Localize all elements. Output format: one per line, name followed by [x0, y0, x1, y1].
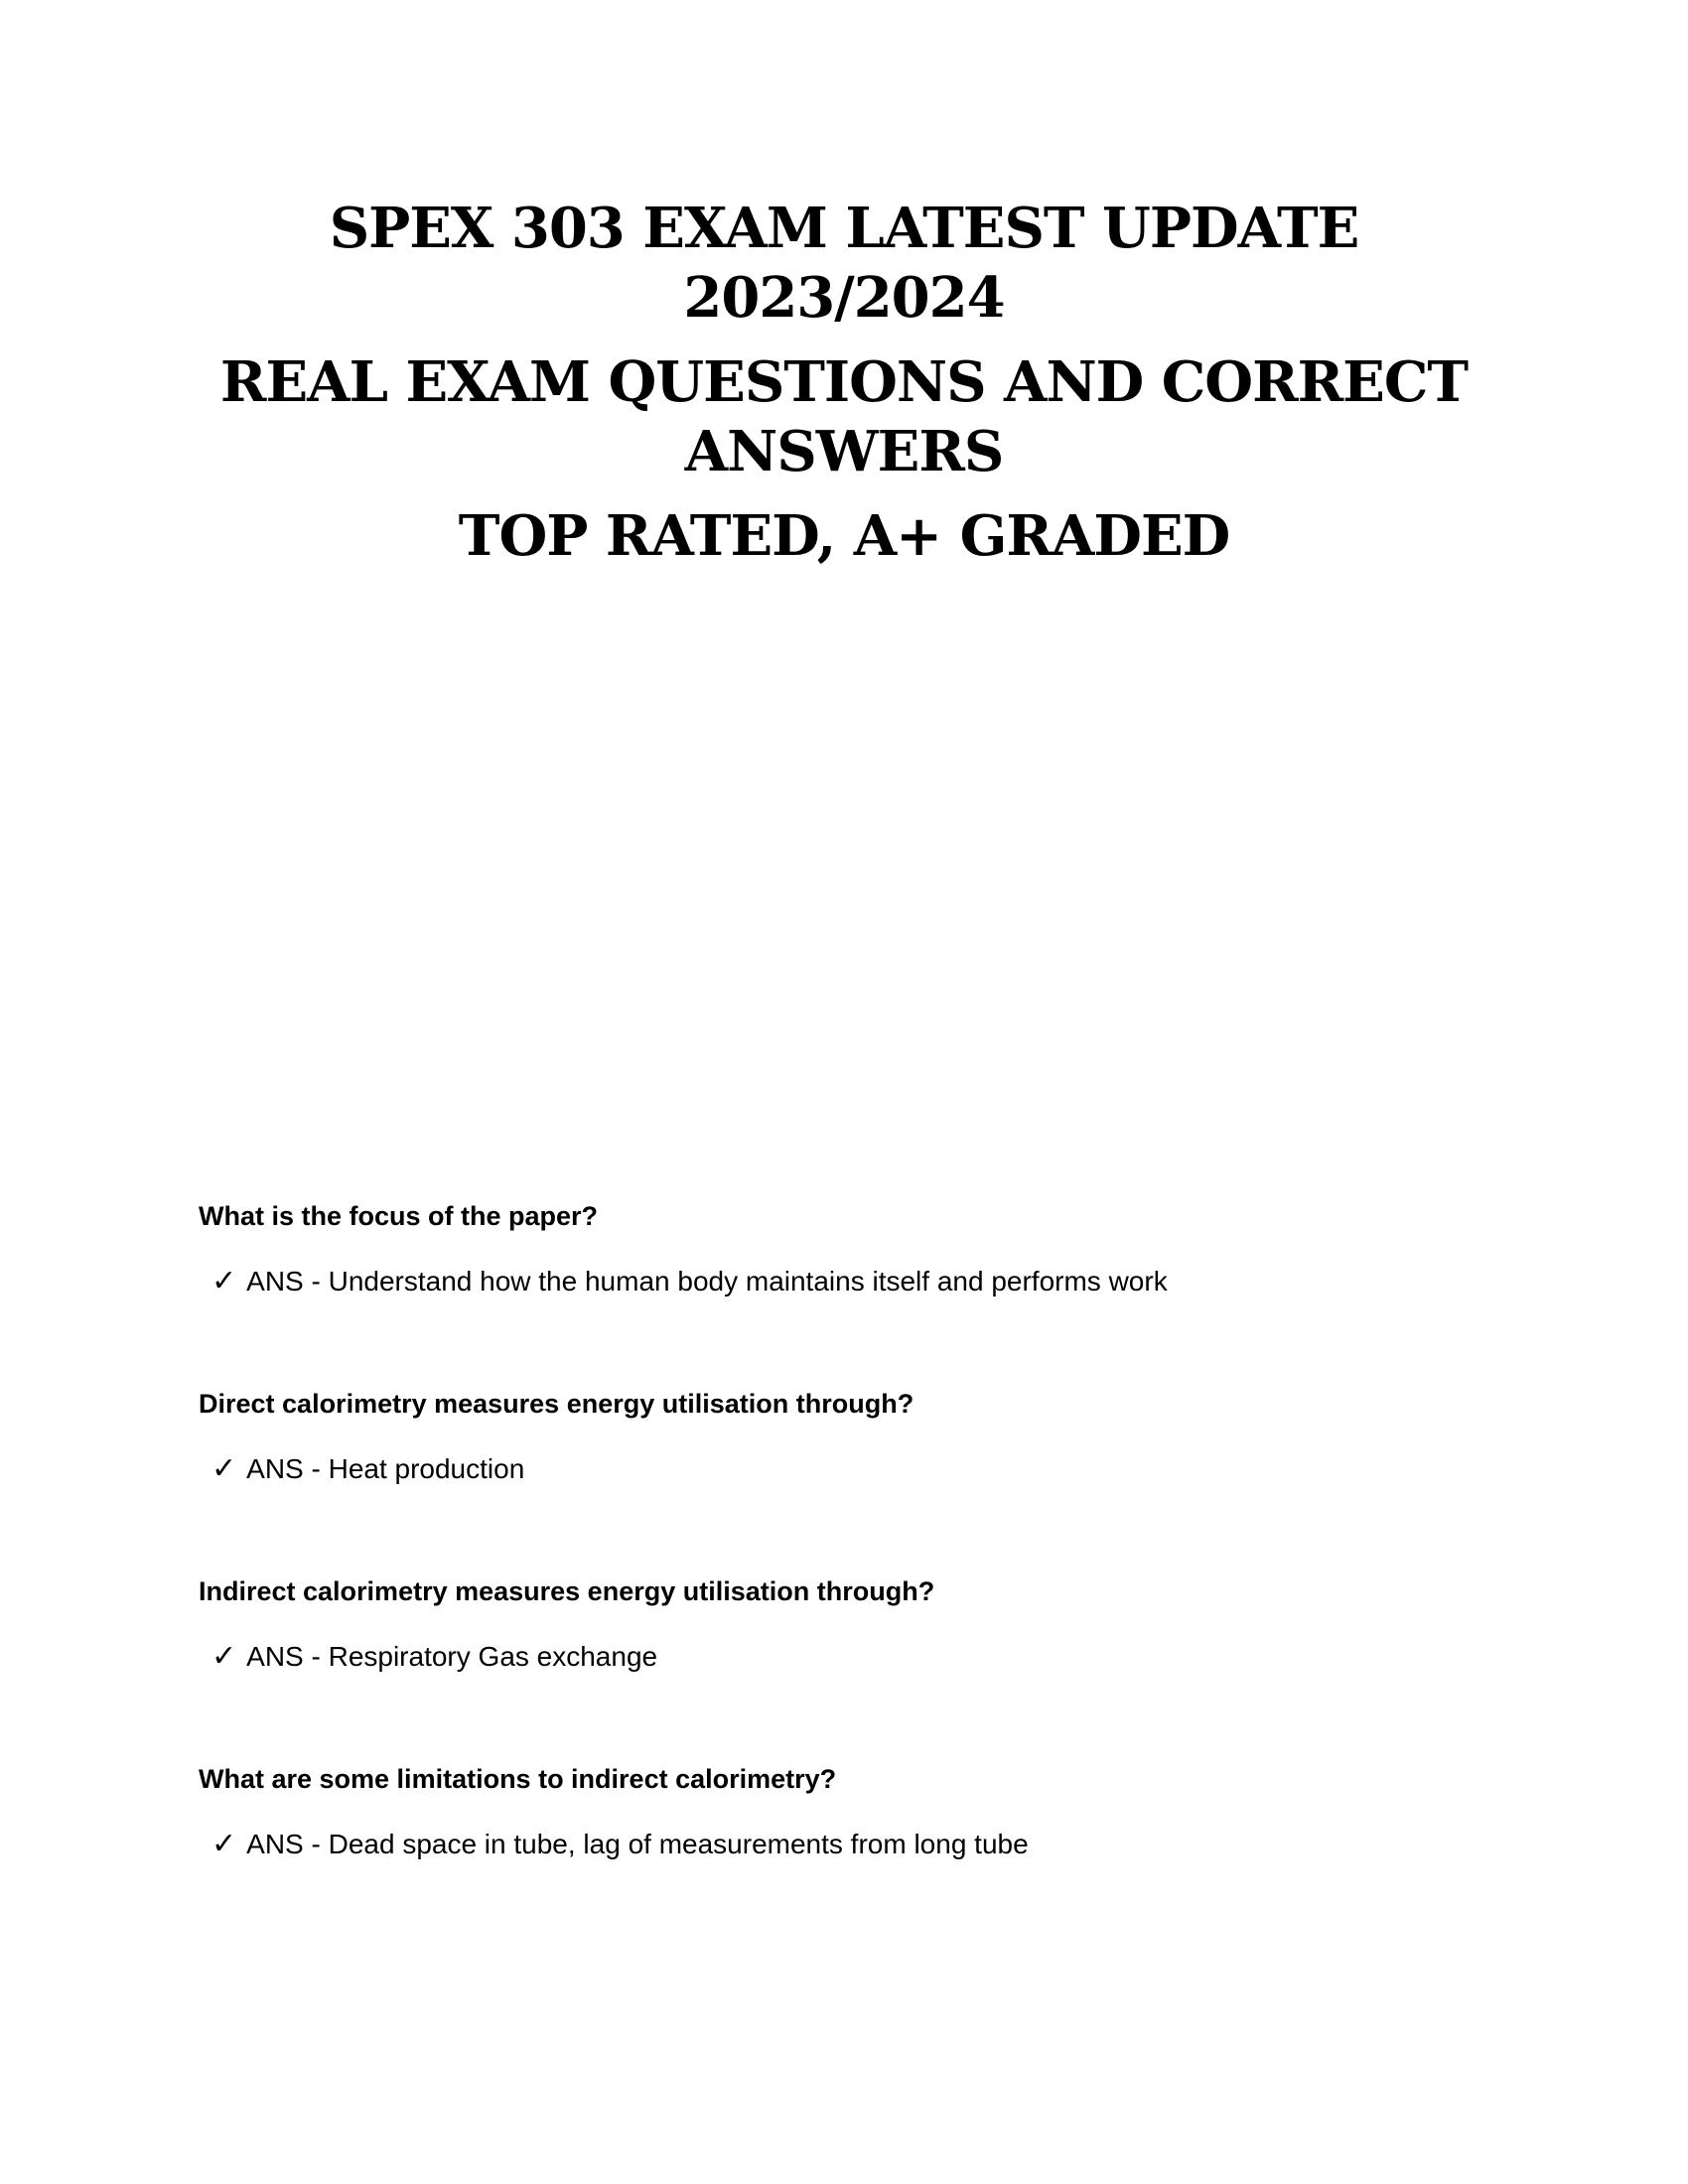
qa-item [199, 1199, 1539, 1298]
rating-line: TOP RATED, A+ GRADED [458, 503, 1230, 569]
checkmark-icon: ✓ [211, 1264, 237, 1298]
title-line-2: 2023/2024 [683, 265, 1005, 331]
answer-row [199, 1265, 1539, 1298]
qa-item [199, 1387, 1539, 1486]
subtitle-line-1: REAL EXAM QUESTIONS AND CORRECT [219, 349, 1469, 415]
question-text: Indirect calorimetry measures energy utilisation through? [199, 1576, 935, 1606]
title-line-1: SPEX 303 EXAM LATEST UPDATE [329, 196, 1359, 261]
document-title [149, 194, 1539, 333]
question-text: What are some limitations to indirect calorimetry? [199, 1764, 837, 1794]
answer-text: ANS - Understand how the human body maintains itself and performs work [246, 1266, 1168, 1297]
qa-item [199, 1762, 1539, 1861]
subtitle-line-2: ANSWERS [684, 419, 1004, 484]
document-subtitle [149, 347, 1539, 486]
answer-row [199, 1640, 1539, 1674]
checkmark-icon: ✓ [211, 1639, 237, 1674]
answer-text: ANS - Dead space in tube, lag of measurements from long tube [246, 1829, 1029, 1859]
checkmark-icon: ✓ [211, 1827, 237, 1861]
answer-row [199, 1828, 1539, 1861]
checkmark-icon: ✓ [211, 1451, 237, 1486]
answer-text: ANS - Heat production [246, 1453, 525, 1484]
question-text: Direct calorimetry measures energy utilisation through? [199, 1389, 914, 1419]
answer-text: ANS - Respiratory Gas exchange [246, 1641, 658, 1672]
qa-item [199, 1574, 1539, 1674]
answer-row [199, 1452, 1539, 1486]
document-rating [149, 501, 1539, 571]
question-text: What is the focus of the paper? [199, 1201, 599, 1231]
